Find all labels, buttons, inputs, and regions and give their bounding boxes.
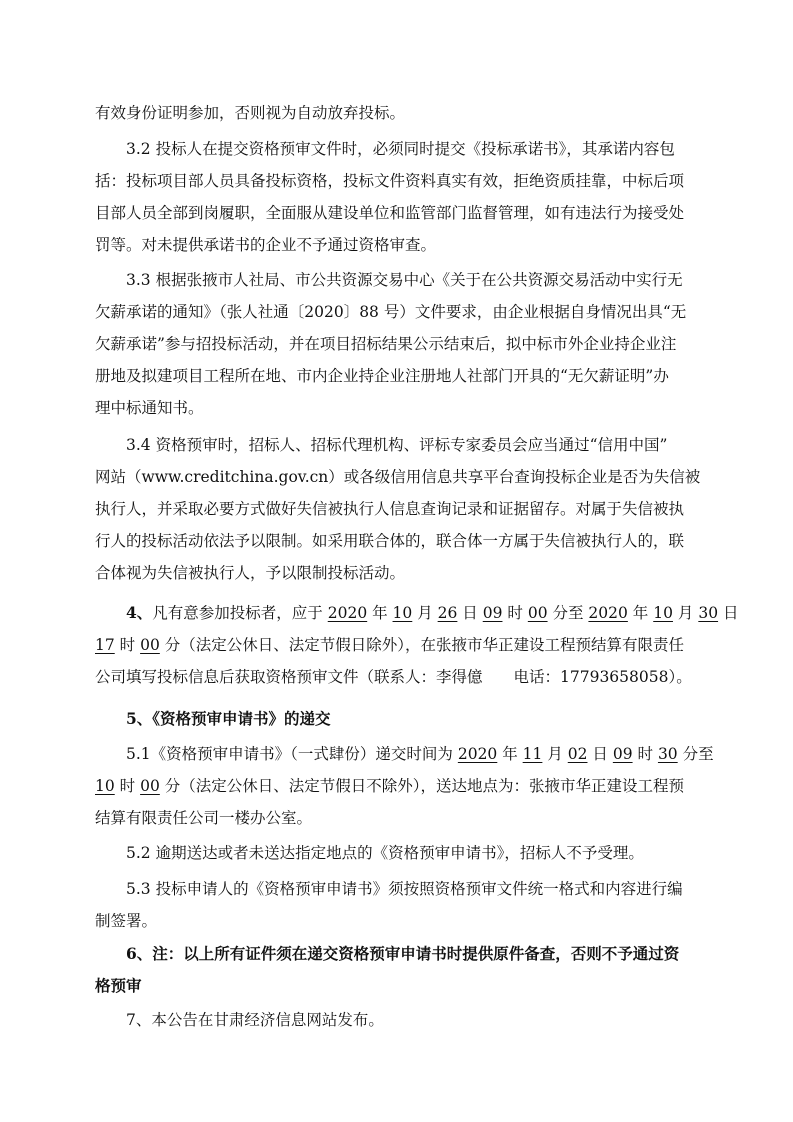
text-run: 年 — [627, 604, 654, 622]
text-run: 年 — [497, 745, 523, 763]
time-minute: 00 — [527, 604, 548, 622]
time-hour: 09 — [612, 745, 633, 763]
section-number: 4、 — [126, 603, 153, 622]
date-day: 30 — [698, 604, 719, 622]
time-hour: 17 — [95, 636, 115, 654]
text-line: 网站（www.creditchina.gov.cn）或各级信用信息共享平台查询投标企业是否为失信被 — [95, 468, 701, 486]
text-line: 6、注：以上所有证件须在递交资格预审申请书时提供原件备查，否则不予通过资 — [126, 944, 680, 963]
text-line: 目部人员全部到岗履职，全面服从建设单位和监管部门监督管理，如有违法行为接受处 — [95, 204, 685, 222]
paragraph-6 — [95, 938, 707, 1002]
text-line: 有效身份证明参加，否则视为自动放弃投标。 — [95, 104, 406, 122]
paragraph-3-3 — [95, 264, 707, 424]
text-line: 格预审 — [95, 976, 142, 995]
text-run: 分（法定公休日、法定节假日除外），在张掖市华正建设工程预结算有限责任 — [159, 636, 685, 654]
date-month: 10 — [653, 604, 673, 622]
paragraph-3-4 — [95, 429, 707, 589]
text-line: 5.3 投标申请人的《资格预审申请书》须按照资格预审文件统一格式和内容进行编 — [126, 880, 683, 898]
date-month: 10 — [392, 604, 413, 622]
paragraph-5-2 — [95, 837, 707, 869]
text-line: 执行人，并采取必要方式做好失信被执行人信息查询记录和证据留存。对属于失信被执 — [95, 500, 685, 518]
text-run: 日 — [457, 604, 483, 622]
text-line: 结算有限责任公司一楼办公室。 — [95, 809, 313, 827]
text-run: 时 — [114, 636, 141, 654]
text-run: 年 — [367, 604, 393, 622]
text-run: 时 — [502, 604, 528, 622]
text-line — [95, 738, 714, 770]
text-run: 月 — [412, 604, 438, 622]
date-day: 02 — [567, 745, 588, 763]
text-run: 分（法定公休日、法定节假日不除外），送达地点为：张掖市华正建设工程预 — [159, 777, 685, 795]
time-minute: 30 — [657, 745, 678, 763]
time-hour: 10 — [95, 777, 115, 795]
heading-5 — [95, 703, 707, 735]
text-line: 册地及拟建项目工程所在地、市内企业持企业注册地人社部门开具的“无欠薪证明”办 — [95, 367, 669, 385]
text-line: 3.3 根据张掖市人社局、市公共资源交易中心《关于在公共资源交易活动中实行无 — [126, 271, 683, 289]
paragraph-5-1 — [95, 738, 714, 834]
time-minute: 00 — [140, 636, 160, 654]
date-year: 2020 — [457, 745, 498, 763]
text-line: 括：投标项目部人员具备投标资格，投标文件资料真实有效，拒绝资质挂靠，中标后项 — [95, 172, 685, 190]
text-line: 理中标通知书。 — [95, 399, 204, 417]
text-line: 欠薪承诺”参与招投标活动，并在项目招标结果公示结束后，拟中标市外企业持企业注 — [95, 335, 677, 353]
paragraph-3-2 — [95, 133, 707, 261]
section-heading: 5、《资格预审申请书》的递交 — [126, 709, 331, 728]
text-line: 3.2 投标人在提交资格预审文件时，必须同时提交《投标承诺书》，其承诺内容包 — [126, 140, 675, 158]
date-month: 11 — [522, 745, 543, 763]
text-run: 时 — [114, 777, 141, 795]
text-line: 7、本公告在甘肃经济信息网站发布。 — [126, 1011, 384, 1029]
date-year: 2020 — [588, 604, 628, 622]
time-minute: 00 — [140, 777, 160, 795]
date-year: 2020 — [327, 604, 368, 622]
text-line: 3.4 资格预审时，招标人、招标代理机构、评标专家委员会应当通过“信用中国” — [126, 436, 668, 454]
time-hour: 09 — [482, 604, 503, 622]
text-line: 欠薪承诺的通知》（张人社通〔2020〕88 号）文件要求，由企业根据自身情况出具“无 — [95, 303, 687, 321]
text-line: 行人的投标活动依法予以限制。如采用联合体的，联合体一方属于失信被执行人的，联 — [95, 532, 685, 550]
text-run: 日 — [718, 604, 739, 622]
text-line: 合体视为失信被执行人，予以限制投标活动。 — [95, 564, 406, 582]
text-run: 月 — [542, 745, 568, 763]
text-line: 制签署。 — [95, 912, 158, 930]
text-line: 5.2 逾期送达或者未送达指定地点的《资格预审申请书》，招标人不予受理。 — [126, 844, 644, 862]
text-run: 日 — [587, 745, 613, 763]
text-line — [95, 597, 739, 629]
text-run: 时 — [632, 745, 658, 763]
text-line: 罚等。对未提供承诺书的企业不予通过资格审查。 — [95, 236, 437, 254]
text-run: 分至 — [547, 604, 589, 622]
paragraph-4 — [95, 597, 739, 693]
text-line — [95, 629, 707, 661]
text-run: 分至 — [677, 745, 714, 763]
paragraph-intro — [95, 97, 707, 129]
text-line: 公司填写投标信息后获取资格预审文件（联系人：李得億 电话：17793658058）。 — [95, 668, 692, 686]
text-line — [95, 770, 707, 802]
text-run: 月 — [672, 604, 699, 622]
text-run: 5.1《资格预审申请书》（一式肆份）递交时间为 — [126, 745, 458, 763]
paragraph-5-3 — [95, 873, 707, 937]
paragraph-7 — [95, 1004, 707, 1036]
date-day: 26 — [437, 604, 458, 622]
text-run: 凡有意参加投标者，应于 — [152, 604, 328, 622]
